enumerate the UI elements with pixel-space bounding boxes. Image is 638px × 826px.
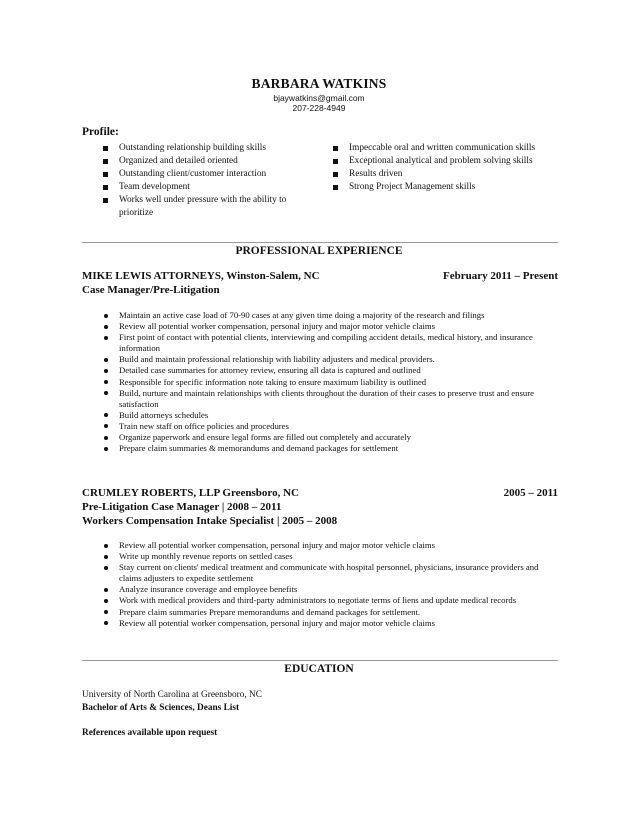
list-item: Strong Project Management skills <box>333 181 563 194</box>
round-bullet-icon <box>104 544 108 548</box>
square-bullet-icon <box>333 185 338 190</box>
list-item: Build, nurture and maintain relationships with clients throughout the duration of their cases to preserve trust and ensure satisfaction <box>102 388 560 410</box>
job-role: Workers Compensation Intake Specialist | 2005 – 2008 <box>82 515 338 527</box>
round-bullet-icon <box>104 325 108 329</box>
job-duties-list <box>102 310 560 454</box>
profile-left-list <box>103 142 303 220</box>
round-bullet-icon <box>104 336 108 340</box>
list-item: Train new staff on office policies and procedures <box>102 421 560 432</box>
round-bullet-icon <box>104 610 108 614</box>
square-bullet-icon <box>333 172 338 177</box>
list-item: Exceptional analytical and problem solving skills <box>333 155 563 168</box>
list-item: Work with medical providers and third-party administrators to negotiate terms of liens and update medical records <box>102 595 560 606</box>
list-item: Maintain an active case load of 70-90 cases at any given time doing a majority of the research and filings <box>102 310 560 321</box>
job-duties-list <box>102 540 560 629</box>
degree-text: Bachelor of Arts & Sciences, Deans List <box>82 703 240 713</box>
list-item: Outstanding client/customer interaction <box>103 168 303 181</box>
profile-heading: Profile: <box>82 126 119 138</box>
round-bullet-icon <box>104 447 108 451</box>
round-bullet-icon <box>104 424 108 428</box>
list-item: Detailed case summaries for attorney review, ensuring all data is captured and outlined <box>102 365 560 376</box>
candidate-name: BARBARA WATKINS <box>251 76 387 91</box>
list-item: Review all potential worker compensation, personal injury and major motor vehicle claims <box>102 540 560 551</box>
round-bullet-icon <box>104 391 108 395</box>
section-divider <box>82 660 558 661</box>
list-item: Analyze insurance coverage and employee benefits <box>102 584 560 595</box>
square-bullet-icon <box>103 146 108 151</box>
list-item: Results driven <box>333 168 563 181</box>
phone-text: 207-228-4949 <box>292 103 346 113</box>
job-organization: MIKE LEWIS ATTORNEYS, Winston-Salem, NC <box>82 270 320 282</box>
round-bullet-icon <box>104 566 108 570</box>
education-heading: EDUCATION <box>284 663 354 675</box>
list-item: Prepare claim summaries & memorandums and demand packages for settlement <box>102 443 560 454</box>
square-bullet-icon <box>103 185 108 190</box>
round-bullet-icon <box>104 314 108 318</box>
list-item: Responsible for specific information note taking to ensure maximum liability is outlined <box>102 377 560 388</box>
list-item: Organize paperwork and ensure legal forms are filled out completely and accurately <box>102 432 560 443</box>
list-item: Impeccable oral and written communication skills <box>333 142 563 155</box>
section-divider <box>82 242 558 243</box>
list-item: Review all potential worker compensation, personal injury and major motor vehicle claims <box>102 618 560 629</box>
round-bullet-icon <box>104 555 108 559</box>
references-note: References available upon request <box>82 728 218 738</box>
round-bullet-icon <box>104 621 108 625</box>
square-bullet-icon <box>333 159 338 164</box>
round-bullet-icon <box>104 380 108 384</box>
square-bullet-icon <box>103 159 108 164</box>
round-bullet-icon <box>104 413 108 417</box>
job-dates: 2005 – 2011 <box>503 487 558 499</box>
list-item: Works well under pressure with the ability to prioritize <box>103 194 303 220</box>
square-bullet-icon <box>103 172 108 177</box>
round-bullet-icon <box>104 588 108 592</box>
square-bullet-icon <box>333 146 338 151</box>
job-dates: February 2011 – Present <box>443 270 558 282</box>
list-item: First point of contact with potential clients, interviewing and compiling accident details, medical history, and insurance information <box>102 332 560 354</box>
round-bullet-icon <box>104 358 108 362</box>
experience-heading: PROFESSIONAL EXPERIENCE <box>235 245 403 257</box>
list-item: Prepare claim summaries Prepare memorandums and demand packages for settlement. <box>102 607 560 618</box>
profile-right-list <box>333 142 563 194</box>
email-text: bjaywatkins@gmail.com <box>273 93 365 103</box>
job-role: Case Manager/Pre-Litigation <box>82 284 220 296</box>
round-bullet-icon <box>104 369 108 373</box>
job-role: Pre-Litigation Case Manager | 2008 – 2011 <box>82 501 282 513</box>
school-name: University of North Carolina at Greensboro, NC <box>82 690 262 700</box>
list-item: Outstanding relationship building skills <box>103 142 303 155</box>
list-item: Write up monthly revenue reports on settled cases <box>102 551 560 562</box>
list-item: Organized and detailed oriented <box>103 155 303 168</box>
round-bullet-icon <box>104 599 108 603</box>
list-item: Stay current on clients' medical treatment and communicate with hospital personnel, physicians, insurance providers and claims adjusters to expedite settlement <box>102 562 560 584</box>
job-organization: CRUMLEY ROBERTS, LLP Greensboro, NC <box>82 487 299 499</box>
list-item: Review all potential worker compensation, personal injury and major motor vehicle claims <box>102 321 560 332</box>
square-bullet-icon <box>103 198 108 203</box>
round-bullet-icon <box>104 436 108 440</box>
list-item: Team development <box>103 181 303 194</box>
list-item: Build attorneys schedules <box>102 410 560 421</box>
list-item: Build and maintain professional relationship with liability adjusters and medical providers. <box>102 354 560 365</box>
